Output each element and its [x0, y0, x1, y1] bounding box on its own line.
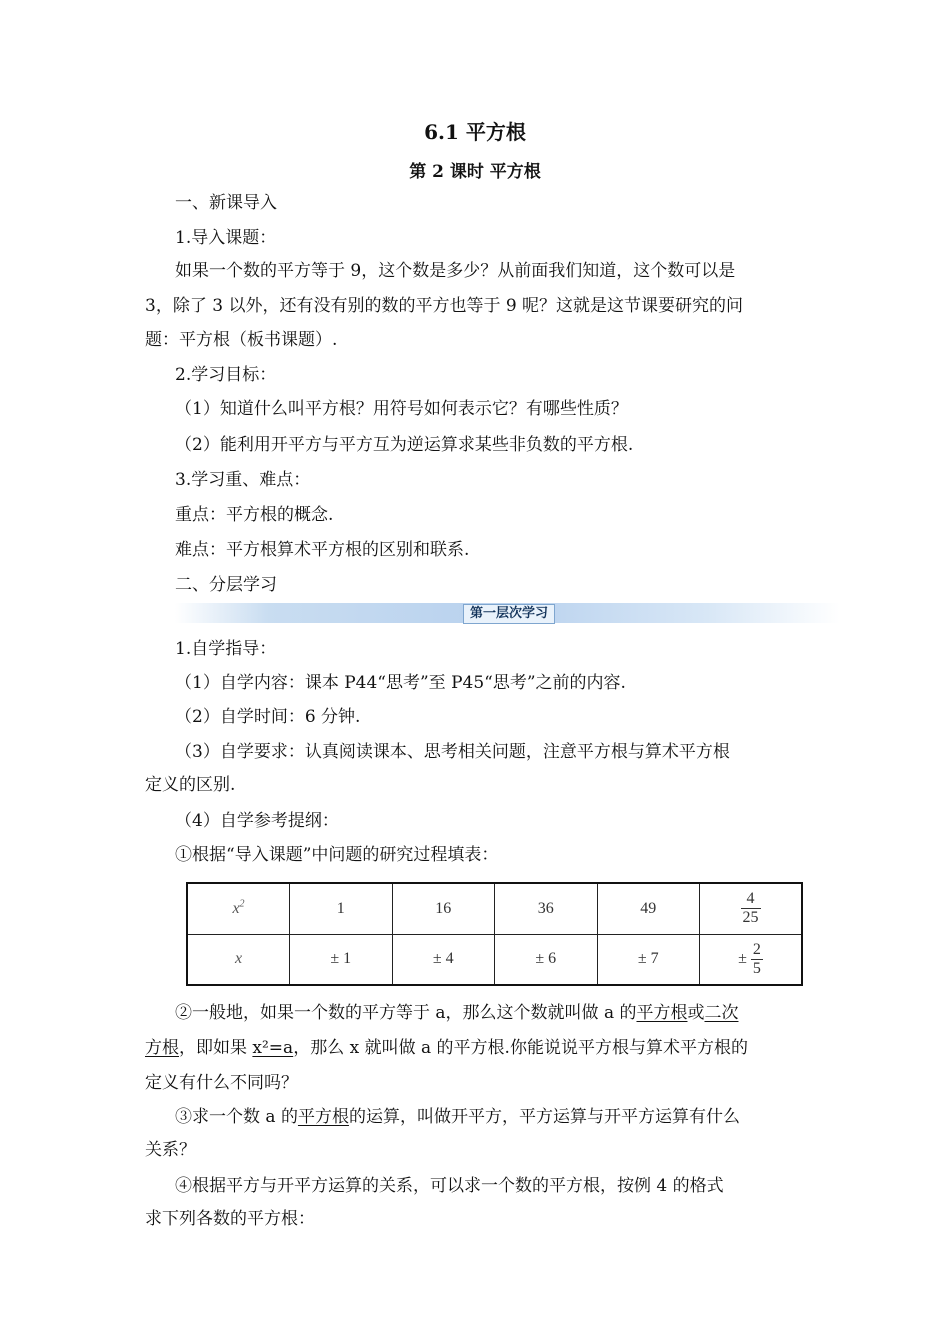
section-heading-intro: 一、新课导入 — [175, 193, 277, 213]
difficult-point: 难点：平方根算术平方根的区别和联系. — [175, 540, 470, 560]
square-root-table — [186, 882, 803, 986]
level-banner-label: 第一层次学习 — [463, 604, 555, 624]
table-cell — [700, 883, 803, 934]
x-label: x — [234, 950, 243, 968]
outline-item-2-line3: 定义有什么不同吗？ — [145, 1073, 298, 1093]
instruction-item-4: （4）自学参考提纲： — [175, 811, 339, 831]
outline-item-2-line1: ②一般地，如果一个数的平方等于 a，那么这个数就叫做 a 的平方根或二次 — [175, 1003, 739, 1023]
page-title: 6.1 平方根 — [424, 120, 526, 144]
plus-minus-sign: ± — [738, 949, 747, 967]
paragraph-intro-line1: 如果一个数的平方等于 9，这个数是多少？从前面我们知道，这个数可以是 — [175, 261, 736, 281]
table-cell: ± 4 — [392, 934, 495, 985]
table-row — [187, 934, 802, 985]
section-heading-layered: 二、分层学习 — [175, 575, 277, 595]
subheading-goals: 2.学习目标： — [175, 365, 277, 385]
underlined-equation: x²=a — [252, 1038, 294, 1058]
outline-item-4-line2: 求下列各数的平方根： — [145, 1209, 315, 1229]
table-cell: 16 — [392, 883, 495, 934]
instruction-item-1: （1）自学内容：课本 P44“思考”至 P45“思考”之前的内容. — [175, 673, 626, 693]
instruction-item-3-line1: （3）自学要求：认真阅读课本、思考相关问题，注意平方根与算术平方根 — [175, 742, 730, 762]
table-cell: ± 6 — [495, 934, 598, 985]
table-cell — [187, 934, 290, 985]
table-cell: 49 — [597, 883, 700, 934]
outline-item-1: ①根据“导入课题”中问题的研究过程填表： — [175, 845, 499, 865]
table-cell: 1 — [290, 883, 393, 934]
level-banner — [175, 603, 840, 623]
outline-item-3-line1: ③求一个数 a 的平方根的运算，叫做开平方，平方运算与开平方运算有什么 — [175, 1107, 740, 1127]
outline-item-3-line2: 关系？ — [145, 1140, 196, 1160]
underlined-term: 方根 — [145, 1038, 179, 1058]
paragraph-intro-line2: 3，除了 3 以外，还有没有别的数的平方也等于 9 呢？这就是这节课要研究的问 — [145, 296, 744, 316]
fraction: $\frac{4}{25}$ — [742, 890, 759, 927]
subheading-key-points: 3.学习重、难点： — [175, 470, 311, 490]
subheading-self-study: 1.自学指导： — [175, 639, 277, 659]
outline-item-4-line1: ④根据平方与开平方运算的关系，可以求一个数的平方根，按例 4 的格式 — [175, 1176, 724, 1196]
table-cell: ± 1 — [290, 934, 393, 985]
underlined-term: 平方根 — [297, 1107, 349, 1127]
outline-item-2-line2: 方根，即如果 x²=a，那么 x 就叫做 a 的平方根.你能说说平方根与算术平方根的 — [145, 1038, 748, 1058]
underlined-term: 平方根 — [636, 1003, 688, 1023]
x-squared-label: $x^2$ — [232, 898, 245, 917]
key-point: 重点：平方根的概念. — [175, 505, 334, 525]
goal-item-2: （2）能利用开平方与平方互为逆运算求某些非负数的平方根. — [175, 435, 634, 455]
underlined-term: 二次 — [704, 1003, 739, 1023]
table-cell: ± 7 — [597, 934, 700, 985]
subheading-topic: 1.导入课题： — [175, 228, 277, 248]
table-cell: 36 — [495, 883, 598, 934]
page-subtitle: 第 2 课时 平方根 — [409, 162, 541, 182]
table-cell — [700, 934, 803, 985]
fraction: $\frac{2}{5}$ — [752, 940, 761, 977]
instruction-item-3-line2: 定义的区别. — [145, 775, 236, 795]
table-row — [187, 883, 802, 934]
paragraph-intro-line3: 题：平方根（板书课题）. — [145, 330, 338, 350]
instruction-item-2: （2）自学时间：6 分钟. — [175, 707, 361, 727]
table-cell — [187, 883, 290, 934]
goal-item-1: （1）知道什么叫平方根？用符号如何表示它？有哪些性质？ — [175, 399, 628, 419]
